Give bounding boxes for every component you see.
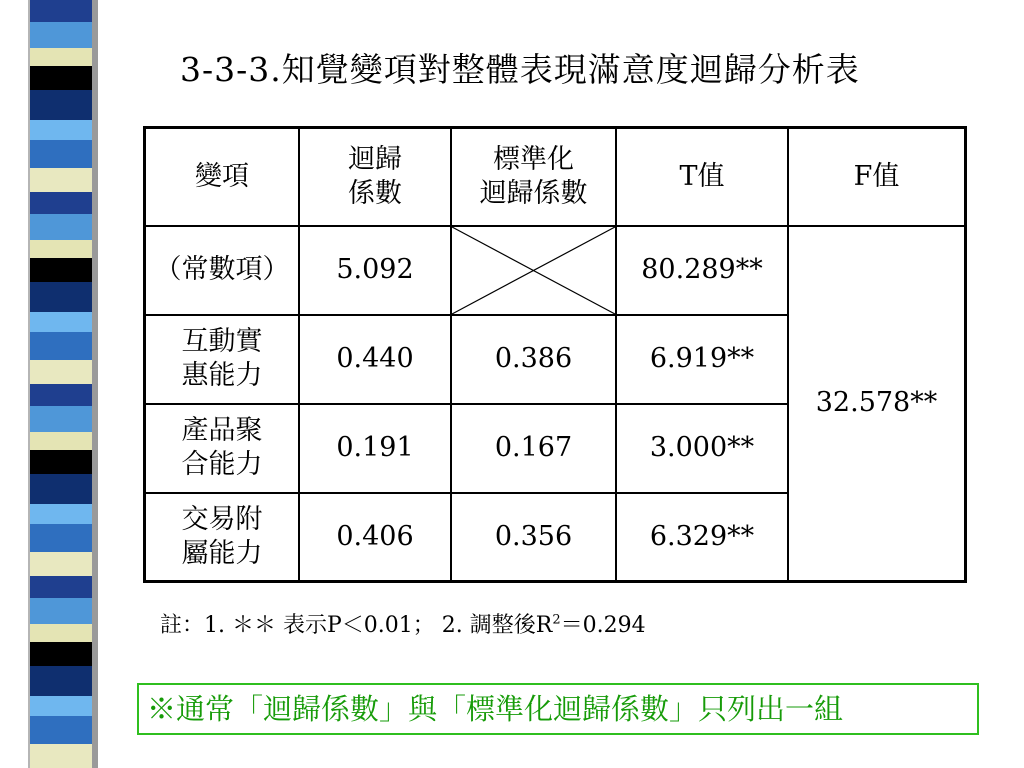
- header-std-coef-line1: 標準化: [493, 143, 574, 175]
- header-variable: 變項: [145, 128, 300, 226]
- stripe-segment: [30, 524, 92, 552]
- coef-cell: 0.191: [299, 404, 451, 493]
- std-coef-crossed-cell: [451, 226, 616, 315]
- decorative-stripe-bar: [30, 0, 92, 768]
- stripe-segment: [30, 504, 92, 524]
- stripe-segment: [30, 120, 92, 140]
- stripe-segment: [30, 696, 92, 716]
- t-cell: 6.919**: [616, 315, 788, 404]
- row-label: [145, 315, 300, 404]
- stripe-segment: [30, 168, 92, 192]
- stripe-segment: [30, 214, 92, 240]
- stripe-segment: [30, 384, 92, 406]
- stripe-segment: [30, 66, 92, 90]
- row-label-line1: （常數項）: [154, 254, 290, 285]
- stripe-segment: [30, 716, 92, 744]
- header-std-coef-line2: 迴歸係數: [479, 177, 588, 209]
- row-label-line2: 屬能力: [181, 537, 263, 569]
- header-f: F值: [788, 128, 966, 226]
- stripe-segment: [30, 332, 92, 360]
- stripe-segment: [30, 576, 92, 598]
- stripe-segment: [30, 474, 92, 504]
- slide-title: 3-3-3.知覺變項對整體表現滿意度迴歸分析表: [180, 50, 860, 89]
- stripe-segment: [30, 90, 92, 120]
- std-coef-cell: 0.167: [451, 404, 616, 493]
- row-label-line2: 合能力: [181, 449, 263, 480]
- t-cell: 6.329**: [616, 493, 788, 582]
- stripe-segment: [30, 432, 92, 450]
- footnote-superscript: 2: [552, 612, 561, 628]
- stripe-segment: [30, 360, 92, 384]
- row-label-line1: 互動實: [181, 326, 263, 357]
- row-label-line1: 產品聚: [181, 415, 263, 446]
- stripe-segment: [30, 450, 92, 474]
- stripe-segment: [30, 552, 92, 576]
- table-footnote: [160, 608, 646, 639]
- header-std-coef: [451, 128, 616, 226]
- row-label-line2: 惠能力: [181, 360, 263, 391]
- coef-cell: 0.406: [299, 493, 451, 582]
- stripe-segment: [30, 666, 92, 696]
- t-cell: 80.289**: [616, 226, 788, 315]
- stripe-shadow: [92, 0, 98, 768]
- stripe-segment: [30, 140, 92, 168]
- t-cell: 3.000**: [616, 404, 788, 493]
- row-label: [145, 493, 300, 582]
- coef-cell: 5.092: [299, 226, 451, 315]
- row-label: [145, 404, 300, 493]
- std-coef-cell: 0.356: [451, 493, 616, 582]
- stripe-segment: [30, 22, 92, 48]
- row-label: [145, 226, 300, 315]
- stripe-segment: [30, 744, 92, 768]
- stripe-segment: [30, 406, 92, 432]
- stripe-segment: [30, 240, 92, 258]
- f-value-cell: 32.578**: [788, 226, 966, 582]
- stripe-segment: [30, 48, 92, 66]
- header-t: T值: [616, 128, 788, 226]
- std-coef-cell: 0.386: [451, 315, 616, 404]
- regression-table: [143, 126, 967, 583]
- callout-box: ※通常「迴歸係數」與「標準化迴歸係數」只列出一組: [137, 683, 979, 735]
- stripe-segment: [30, 312, 92, 332]
- footnote-suffix: ＝0.294: [560, 613, 646, 638]
- row-label-line1: 交易附: [181, 503, 263, 535]
- header-coef: [299, 128, 451, 226]
- header-coef-line2: 係數: [348, 177, 402, 209]
- stripe-segment: [30, 642, 92, 666]
- stripe-segment: [30, 282, 92, 312]
- header-coef-line1: 迴歸: [348, 143, 402, 175]
- stripe-segment: [30, 0, 92, 22]
- coef-cell: 0.440: [299, 315, 451, 404]
- footnote-prefix: 註：1. ＊＊ 表示P＜0.01； 2. 調整後R: [160, 613, 553, 638]
- table-row: [145, 226, 966, 315]
- stripe-segment: [30, 258, 92, 282]
- stripe-segment: [30, 624, 92, 642]
- table-header-row: [145, 128, 966, 226]
- cross-mark: [452, 227, 615, 314]
- stripe-segment: [30, 192, 92, 214]
- stripe-segment: [30, 598, 92, 624]
